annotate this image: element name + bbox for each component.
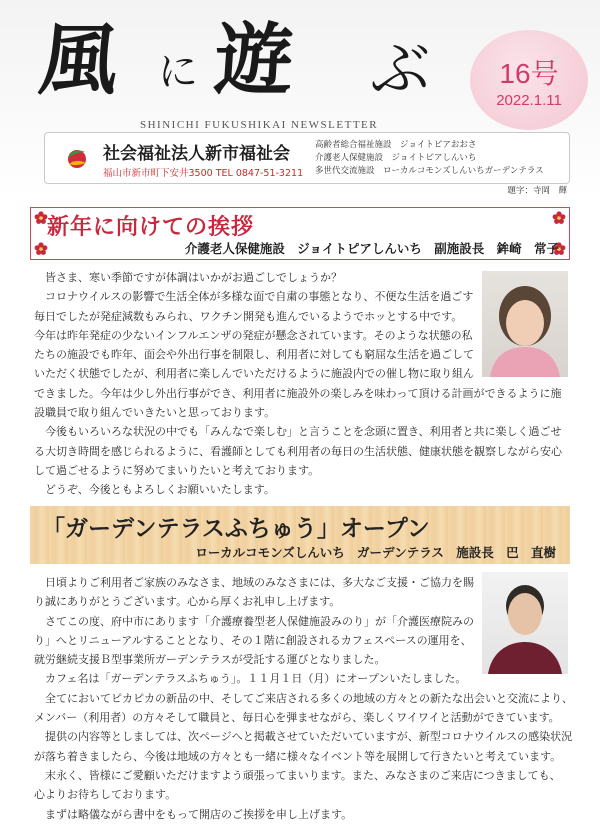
article-line: コロナウイルスの影響で生活全体が多様な面で自粛の事態となり、不便な生活を過ごす bbox=[34, 290, 474, 304]
facility-item: 介護老人保健施設 ジョイトピアしんいち bbox=[315, 153, 477, 163]
title-char: 風 bbox=[35, 15, 123, 106]
article-line: 今後もいろいろな状況の中でも「みんなで楽しむ」と言うことを念頭に置き、利用者と共に楽しく過ごせ bbox=[34, 425, 562, 439]
issue-date: 2022.1.11 bbox=[496, 92, 562, 109]
article-line: 全てにおいてピカピカの新品の中、そしてご来店される多くの地域の方々との新たな出会いと交流により、 bbox=[34, 691, 573, 705]
article-line: さてこの度、府中市にあります「介護療養型老人保健施設みのり」が「介護医療院みの bbox=[34, 614, 474, 628]
newsletter-subtitle: SHINICHI FUKUSHIKAI NEWSLETTER bbox=[140, 119, 379, 131]
article-line: り」へとリニューアルすることとなり、その１階に創設されるカフェスペースの運用を、 bbox=[34, 633, 472, 647]
section-title: 新年に向けての挨拶 bbox=[47, 214, 255, 240]
organization-box bbox=[44, 132, 570, 184]
article-line: たちの施設でも昨年、面会や外出行事を制限し、利用者に対しても窮屈な生活を過ごして bbox=[34, 348, 474, 362]
title-char: ぶ bbox=[370, 35, 430, 105]
article-line: り誠にありがとうございます。心から厚くお礼申し上げます。 bbox=[34, 595, 341, 609]
organization-logo-icon bbox=[65, 146, 89, 170]
facility-item: 高齢者総合福祉施設 ジョイトピアおおさ bbox=[315, 140, 477, 150]
article-line: る大切き時間を感じられるように、看護師としても利用者の毎日の生活状態、健康状態を観察しながら安心 bbox=[34, 444, 562, 458]
newsletter-title bbox=[35, 15, 480, 112]
article-line: 心よりお待ちしております。 bbox=[34, 788, 177, 802]
organization-address: 福山市新市町下安井3500 TEL 0847-51-3211 bbox=[103, 168, 304, 179]
issue-badge bbox=[470, 30, 588, 130]
plum-blossom-icon bbox=[34, 242, 48, 256]
article-line: いただく状態でしたが、利用者に楽しんでいただけるように施設内での催し物に取り組ん bbox=[34, 367, 474, 381]
article-line: 末永く、皆様にご愛顧いただけますよう頑張ってまいります。また、みなさまのご来店につきましても、 bbox=[34, 768, 561, 782]
article-line: 提供の内容等としましては、次ページへと掲載させていただいていますが、新型コロナウイルスの感染状況 bbox=[34, 730, 573, 744]
plum-blossom-icon bbox=[34, 211, 48, 225]
title-char: に bbox=[158, 49, 198, 95]
title-char: 遊 bbox=[211, 15, 297, 106]
plum-blossom-icon bbox=[552, 211, 566, 225]
article-line: 皆さま、寒い季節ですが体調はいかがお過ごしでしょうか？ bbox=[34, 271, 342, 284]
section-author: ローカルコモンズしんいち ガーデンテラス 施設長 巴 直樹 bbox=[195, 545, 556, 560]
article-line: まずは略儀ながら書中をもって開店のご挨拶を申し上げます。 bbox=[34, 807, 353, 821]
article-body bbox=[34, 573, 573, 824]
facility-item: 多世代交流施設 ローカルコモンズしんいちガーデンテラス bbox=[315, 166, 544, 176]
article-line: 今年は昨年発症の少ないインフルエンザの発症が懸念されています。そのような状態の私 bbox=[34, 328, 473, 342]
article-line: 毎日でしたが発症減数もみられ、ワクチン開発も進んでいるようでホッとする中です。 bbox=[34, 309, 463, 323]
article-body bbox=[34, 268, 562, 500]
article-line: できました。今年は少し外出行事ができ、利用者に施設外の楽しみを味わって頂ける計画ができるように施 bbox=[34, 386, 562, 400]
article-line: 日頃よりご利用者ご家族のみなさま、地域のみなさまには、多大なご支援・ご協力を賜 bbox=[34, 576, 474, 589]
article-line: どうぞ、今後ともよろしくお願いいたします。 bbox=[34, 483, 275, 497]
section-author: 介護老人保健施設 ジョイトピアしんいち 副施設長 鉾崎 常子 bbox=[184, 241, 559, 256]
article-line: 就労継続支援Ｂ型事業所ガーデンテラスが受託する運びとなりました。 bbox=[34, 653, 386, 667]
section-header-garden-terrace bbox=[30, 506, 570, 564]
article-line: が落ち着きましたら、今後は地域の方々とも一緒に様々なイベント等を展開して行きたいと考えています。 bbox=[34, 749, 562, 763]
article-line: して過ごせるように努めてまいりたいと考えております。 bbox=[34, 463, 320, 477]
title-calligraphy-credit: 題字：寺岡 輝 bbox=[507, 186, 567, 196]
article-line: メンバー（利用者）の方々そして職員と、毎日心を弾ませながら、楽しくワイワイと活動ができています。 bbox=[34, 711, 560, 725]
article-line: 設職員で取り組んでいきたいと思っております。 bbox=[34, 406, 276, 420]
issue-number: 16号 bbox=[499, 58, 559, 89]
section-title: 「ガーデンテラスふちゅう」オープン bbox=[42, 516, 430, 542]
article-line: カフェ名は「ガーデンテラスふちゅう」。１１月１日（月）にオープンいたしました。 bbox=[34, 672, 467, 686]
section-header-new-year bbox=[30, 207, 570, 260]
organization-name: 社会福祉法人新市福祉会 bbox=[103, 144, 290, 164]
facility-list bbox=[315, 139, 544, 178]
